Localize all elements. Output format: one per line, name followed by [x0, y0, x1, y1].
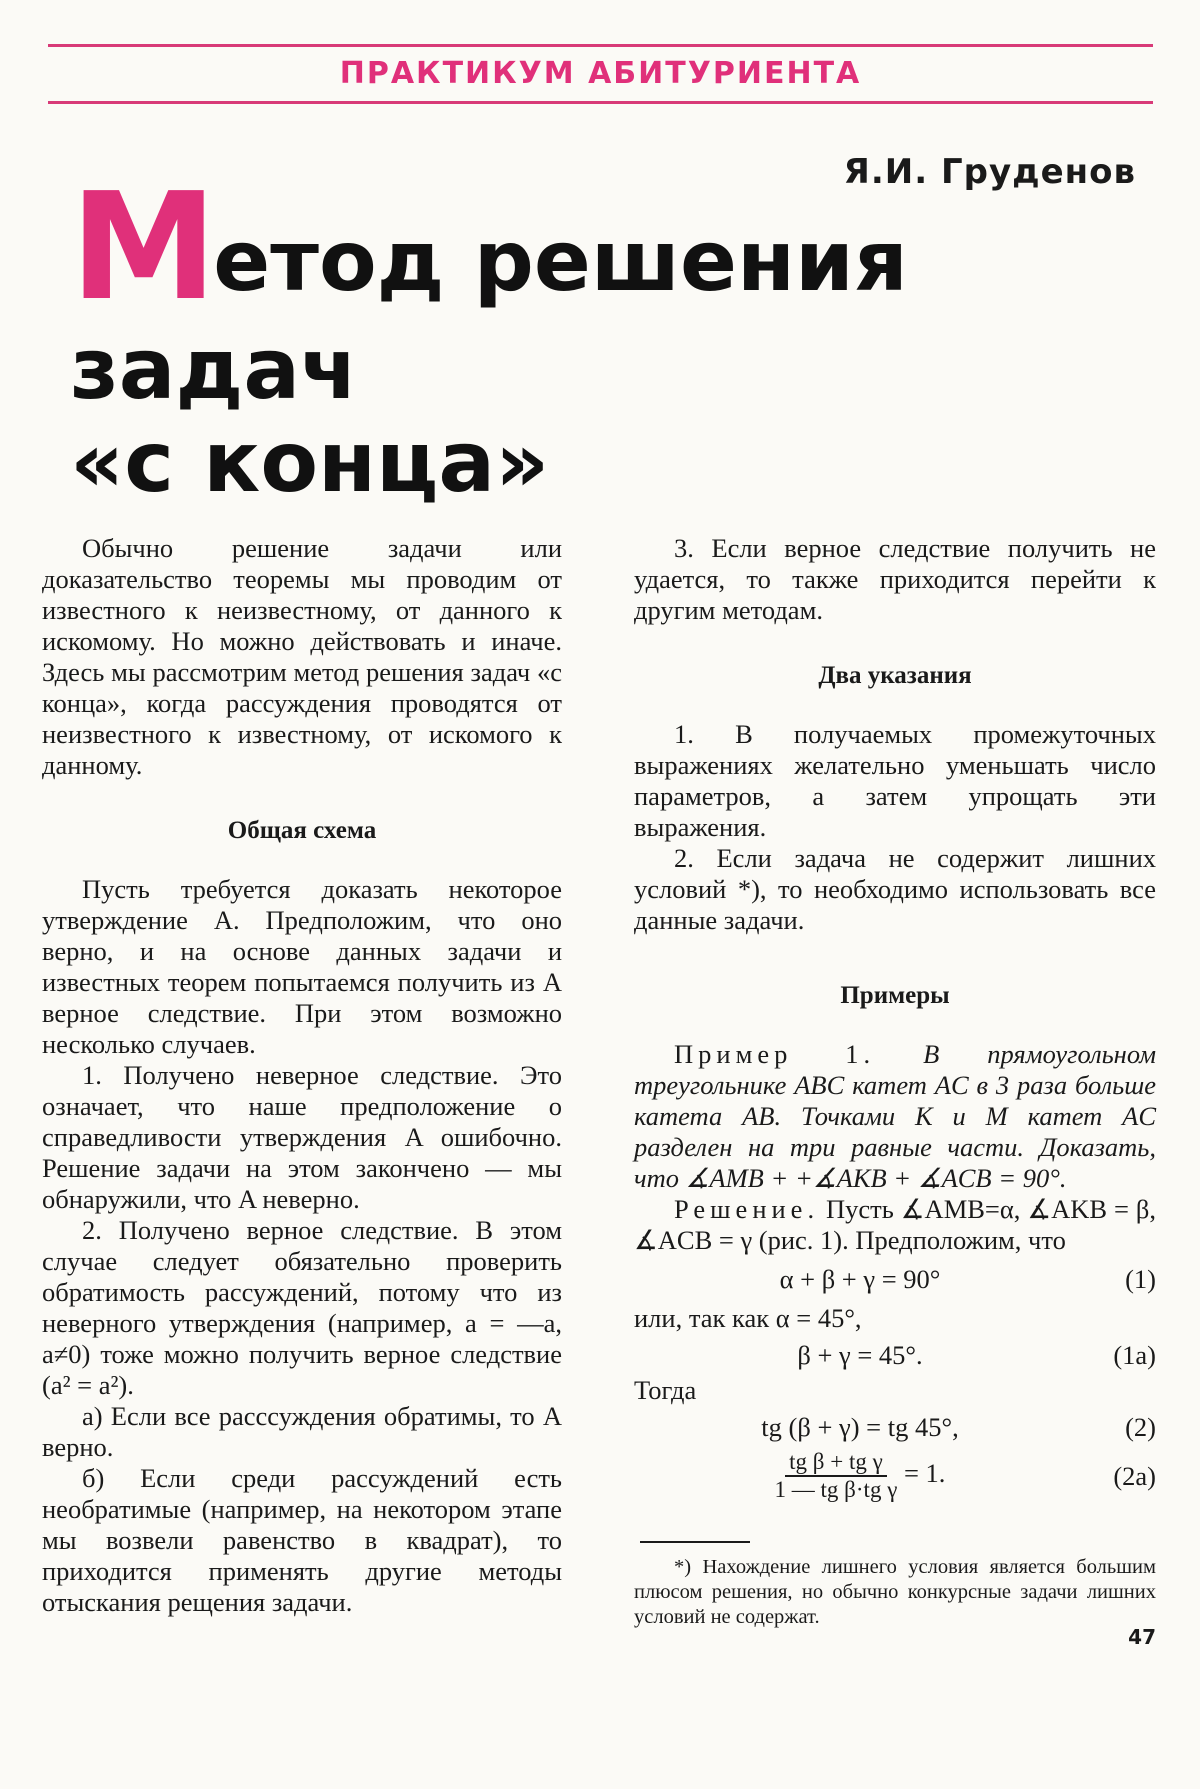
author-name: Я.И. Груденов	[843, 152, 1136, 192]
equation-2a-formula	[634, 1449, 1086, 1503]
example-paragraph	[634, 1039, 1156, 1194]
page-number: 47	[1128, 1625, 1156, 1649]
paragraph: б) Если среди рассуждений есть необратимые (например, на некотором этапе мы возвели равенство в квадрат), то приходится применять другие методы отыскания рещения задачи.	[42, 1463, 562, 1617]
intro-paragraph: Обычно решение задачи или доказательство теоремы мы проводим от известного к неизвестному, от данного к искомому. Но можно действовать и иначе. Здесь мы рассмотрим метод решения задач «с конца», когда рассуждения проводятся от неизвестного к известному, от искомого к данному.	[42, 533, 562, 780]
equation-1a-number: (1а)	[1113, 1340, 1156, 1370]
equation-2	[634, 1412, 1156, 1443]
solution-paragraph	[634, 1194, 1156, 1256]
solution-text: Пусть ∡AMB=α, ∡AKB = β, ∡ACB = γ (рис. 1). Предположим, что	[634, 1194, 1156, 1255]
footnote-divider	[640, 1541, 750, 1543]
paragraph: 1. Получено неверное следствие. Это означает, что наше предположение о справедливости утверждения A ошибочно. Решение задачи на этом закончено — мы обнаружили, что A неверно.	[42, 1060, 562, 1214]
title-dropcap: М	[70, 161, 214, 333]
paragraph: 2. Если задача не содержит лишних условий *), то необходимо использовать все данные задачи.	[634, 843, 1156, 935]
right-column	[634, 533, 1156, 1630]
paragraph: 1. В получаемых промежуточных выражениях желательно уменьшать число параметров, а затем упрощать эти выражения.	[634, 719, 1156, 842]
title-line1: етод решения задач	[70, 212, 908, 419]
solution-label: Решение.	[674, 1194, 820, 1224]
equation-2-number: (2)	[1125, 1412, 1156, 1442]
equation-2a-number: (2а)	[1113, 1460, 1156, 1491]
equation-1-formula: α + β + γ = 90°	[779, 1264, 941, 1294]
section-heading-examples: Примеры	[840, 982, 950, 1009]
footnote: *) Нахождение лишнего условия является большим плюсом решения, но обычно конкурсные задачи лишних условий не содержат.	[634, 1556, 1156, 1628]
equation-2a-rhs: = 1.	[903, 1458, 946, 1489]
paragraph: Тогда	[634, 1375, 697, 1405]
example-label: Пример 1.	[674, 1039, 876, 1069]
rubric-underline	[48, 101, 1153, 104]
equation-1	[634, 1264, 1156, 1295]
fraction-numerator: tg β + tg γ	[785, 1449, 887, 1477]
paragraph: или, так как α = 45°,	[634, 1303, 862, 1333]
section-heading-hints: Два указания	[818, 662, 972, 689]
fraction	[775, 1449, 898, 1503]
paragraph: 3. Если верное следствие получить не удается, то также приходится перейти к другим методам.	[634, 533, 1156, 625]
paragraph: 2. Получено верное следствие. В этом случае следует обязательно проверить обратимость рассуждений, потому что из неверного утверждения (например, a = —a, a≠0) тоже можно получить верное следствие (a² = a²).	[42, 1215, 562, 1400]
top-rule	[48, 44, 1153, 47]
equation-1-number: (1)	[1125, 1264, 1156, 1294]
example-text: В прямоугольном треугольнике ABC катет AC в 3 раза больше катета AB. Точками K и M катет AC разделен на три равные части. Доказать, что ∡AMB + +∡AKB + ∡ACB = 90°.	[634, 1039, 1156, 1193]
paragraph: а) Если все расссуждения обратимы, то A верно.	[42, 1401, 562, 1462]
left-column	[42, 533, 562, 1618]
equation-1a-formula: β + γ = 45°.	[797, 1340, 923, 1370]
equation-2a	[634, 1449, 1156, 1503]
section-heading-general: Общая схема	[227, 817, 377, 844]
equation-1a	[634, 1340, 1156, 1371]
equation-2-formula: tg (β + γ) = tg 45°,	[761, 1412, 959, 1442]
title-line2: «с конца»	[70, 412, 550, 511]
paragraph: Пусть требуется доказать некоторое утверждение A. Предположим, что оно верно, и на основе данных задачи и известных теорем попытаемся получить из A верное следствие. При этом возможно несколько случаев.	[42, 874, 562, 1059]
section-rubric: ПРАКТИКУМ АБИТУРИЕНТА	[339, 56, 862, 91]
article-title	[70, 161, 1200, 511]
fraction-denominator: 1 — tg β·tg γ	[774, 1477, 898, 1502]
